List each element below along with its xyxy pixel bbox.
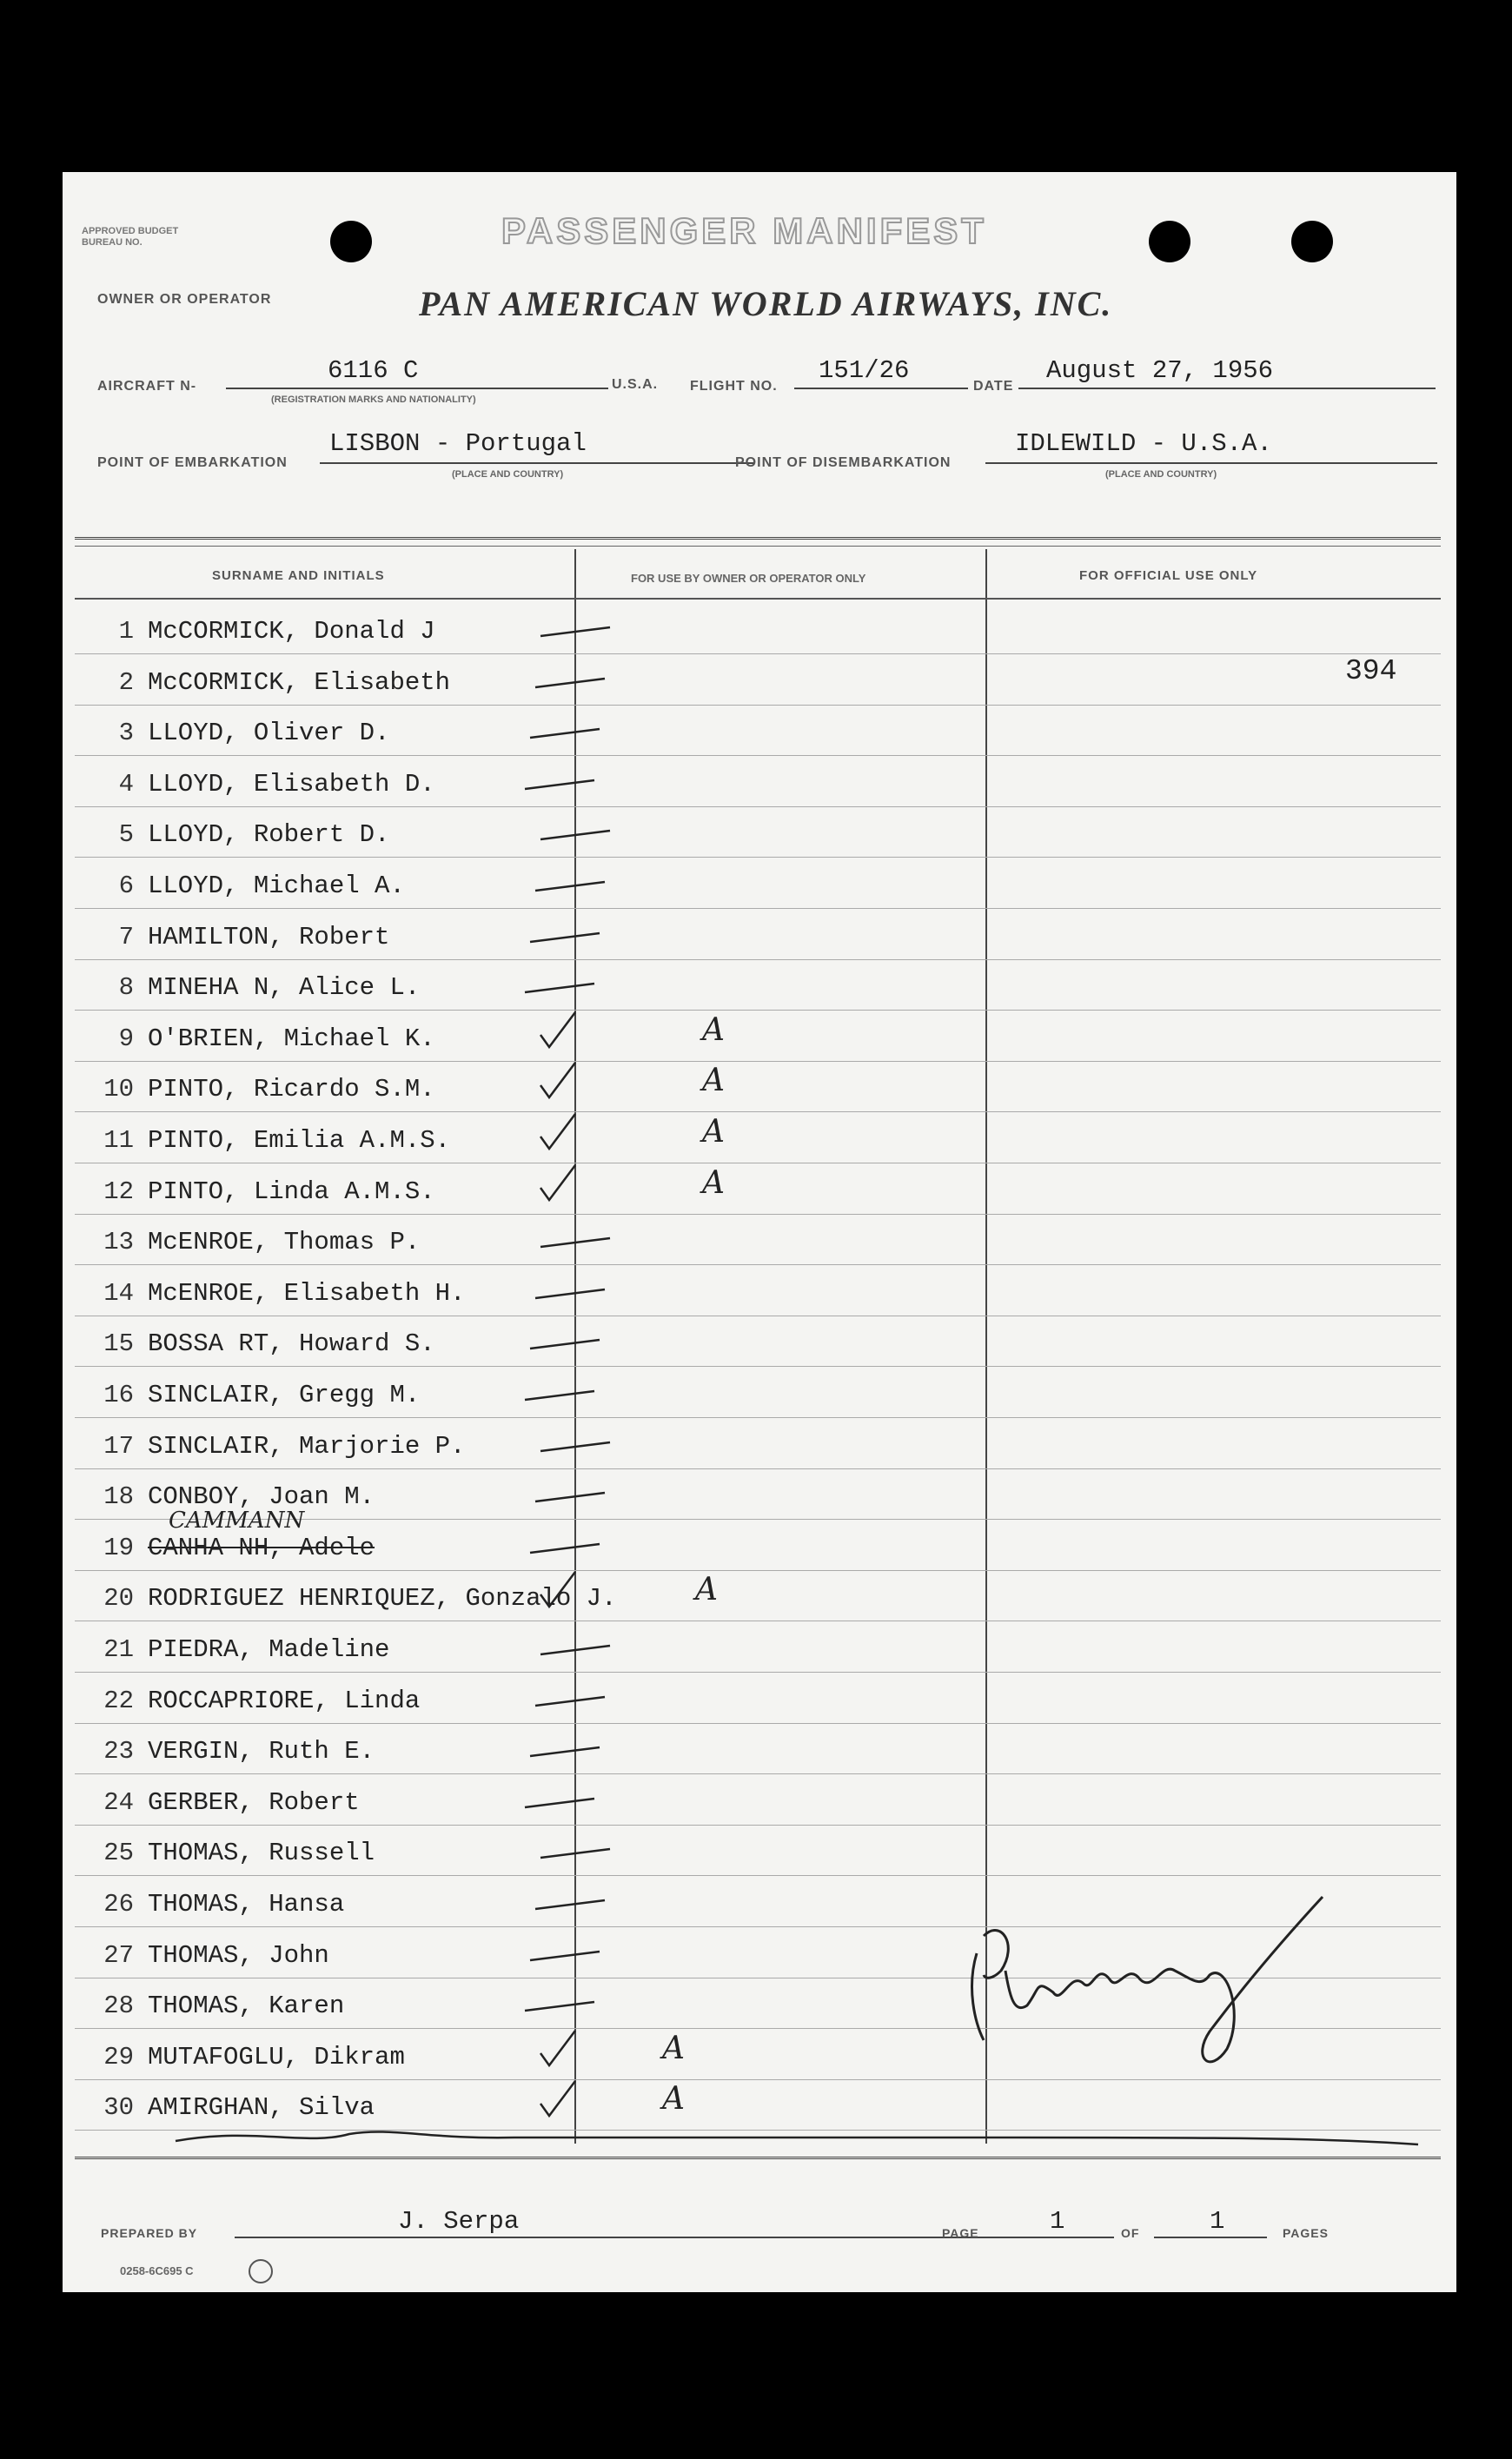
official-signature: [972, 1897, 1323, 2062]
row-number: 2: [118, 667, 134, 697]
passenger-name: MINEHA N, Alice L.: [148, 973, 421, 1003]
row-number: 27: [103, 1940, 134, 1970]
approval-stamp: APPROVED BUDGET BUREAU NO.: [82, 226, 179, 248]
operator-name: PAN AMERICAN WORLD AIRWAYS, INC.: [419, 284, 1113, 323]
closing-wavy-line: [176, 2132, 1418, 2144]
disembarkation-caption: (PLACE AND COUNTRY): [1105, 469, 1217, 480]
row-number: 14: [103, 1278, 134, 1308]
annotation-a: A: [662, 2030, 685, 2066]
annotation-a: A: [662, 2081, 685, 2118]
row-number: 9: [118, 1024, 134, 1053]
row-number: 23: [103, 1737, 134, 1766]
passenger-name: HAMILTON, Robert: [148, 922, 390, 951]
passenger-name: CONBOY, Joan M.: [148, 1482, 375, 1512]
passenger-name: McENROE, Thomas P.: [148, 1228, 421, 1257]
embarkation-caption: (PLACE AND COUNTRY): [452, 469, 564, 480]
prepared-value: J. Serpa: [398, 2207, 520, 2236]
embarkation-value: LISBON - Portugal: [329, 429, 587, 458]
passenger-name: McCORMICK, Donald J: [148, 617, 435, 646]
prepared-label: PREPARED BY: [101, 2226, 198, 2240]
passenger-name: GERBER, Robert: [148, 1787, 360, 1817]
row-number: 8: [118, 973, 134, 1003]
row-number: 21: [103, 1635, 134, 1664]
usa-label: U.S.A.: [612, 377, 659, 392]
row-number: 4: [118, 769, 134, 799]
aircraft-value: 6116 C: [328, 356, 419, 385]
row-number: 12: [103, 1176, 134, 1206]
date-value: August 27, 1956: [1046, 356, 1274, 385]
page-value: 1: [1050, 2207, 1065, 2236]
passenger-name: SINCLAIR, Marjorie P.: [148, 1431, 466, 1461]
passenger-name: SINCLAIR, Gregg M.: [148, 1381, 421, 1409]
passenger-name: THOMAS, Karen: [148, 1992, 345, 2021]
form-title: PASSENGER MANIFEST: [501, 210, 987, 251]
row-number: 5: [118, 820, 134, 850]
official-note: 394: [1345, 655, 1397, 687]
union-bug-icon: [249, 2259, 273, 2283]
disembarkation-label: POINT OF DISEMBARKATION: [735, 455, 952, 470]
row-number: 25: [103, 1839, 134, 1868]
manifest-page: [63, 172, 1456, 2292]
date-label: DATE: [973, 379, 1014, 394]
prepared-line: [235, 2237, 1001, 2238]
passenger-name: THOMAS, John: [148, 1940, 329, 1970]
row-number: 1: [118, 617, 134, 646]
annotation-a: A: [702, 1011, 725, 1048]
row-number: 6: [118, 872, 134, 900]
passenger-name: O'BRIEN, Michael K.: [148, 1024, 435, 1053]
passenger-name: THOMAS, Hansa: [148, 1890, 345, 1919]
of-value: 1: [1210, 2207, 1225, 2236]
flight-value: 151/26: [819, 356, 910, 385]
passenger-name: RODRIGUEZ HENRIQUEZ, Gonzalo J.: [148, 1584, 617, 1614]
passenger-name: PINTO, Ricardo S.M.: [148, 1075, 435, 1104]
owner-label: OWNER OR OPERATOR: [97, 292, 272, 307]
page-label: PAGE: [942, 2226, 979, 2240]
row-number: 28: [103, 1992, 134, 2021]
row-number: 19: [103, 1533, 134, 1562]
row-number: 10: [103, 1075, 134, 1104]
annotation-a: A: [702, 1114, 725, 1150]
passenger-name: LLOYD, Oliver D.: [148, 719, 390, 748]
name-correction: CAMMANN: [169, 1507, 305, 1534]
row-number: 16: [103, 1381, 134, 1409]
annotation-a: A: [695, 1572, 718, 1608]
annotation-a: A: [702, 1164, 725, 1201]
row-number: 11: [103, 1126, 134, 1155]
passenger-name: PINTO, Linda A.M.S.: [148, 1176, 435, 1206]
row-number: 17: [103, 1431, 134, 1461]
row-number: 13: [103, 1228, 134, 1257]
form-code: 0258-6C695 C: [120, 2264, 194, 2277]
aircraft-caption: (REGISTRATION MARKS AND NATIONALITY): [271, 394, 476, 405]
row-number: 29: [103, 2042, 134, 2071]
embarkation-label: POINT OF EMBARKATION: [97, 455, 288, 470]
passenger-name: McCORMICK, Elisabeth: [148, 667, 451, 697]
passenger-name: THOMAS, Russell: [148, 1839, 375, 1868]
passenger-name: LLOYD, Elisabeth D.: [148, 769, 435, 799]
passenger-name: McENROE, Elisabeth H.: [148, 1278, 466, 1308]
flight-label: FLIGHT NO.: [690, 379, 778, 394]
of-label: OF: [1121, 2226, 1140, 2240]
passenger-name: PINTO, Emilia A.M.S.: [148, 1126, 451, 1155]
annotation-a: A: [702, 1063, 725, 1099]
passenger-name: VERGIN, Ruth E.: [148, 1737, 375, 1766]
passenger-name: PIEDRA, Madeline: [148, 1635, 390, 1664]
table-bottom-border: [75, 2157, 1441, 2159]
col-surname-header: SURNAME AND INITIALS: [212, 568, 385, 583]
row-number: 15: [103, 1329, 134, 1359]
passenger-name: MUTAFOGLU, Dikram: [148, 2042, 405, 2071]
row-number: 7: [118, 922, 134, 951]
row-number: 24: [103, 1787, 134, 1817]
handwritten-marks: [63, 172, 1456, 2292]
row-number: 26: [103, 1890, 134, 1919]
aircraft-label: AIRCRAFT N-: [97, 379, 197, 394]
row-number: 20: [103, 1584, 134, 1614]
of-line: [1154, 2237, 1267, 2238]
passenger-name: LLOYD, Robert D.: [148, 820, 390, 850]
passenger-name: LLOYD, Michael A.: [148, 872, 405, 900]
passenger-name: ROCCAPRIORE, Linda: [148, 1686, 421, 1715]
row-number: 22: [103, 1686, 134, 1715]
row-number: 18: [103, 1482, 134, 1512]
page-line: [998, 2237, 1114, 2238]
passenger-name: AMIRGHAN, Silva: [148, 2093, 375, 2123]
row-number: 3: [118, 719, 134, 748]
passenger-name: CANHA NH, Adele: [148, 1533, 375, 1562]
row-number: 30: [103, 2093, 134, 2123]
disembarkation-value: IDLEWILD - U.S.A.: [1015, 429, 1272, 458]
col-operator-header: FOR USE BY OWNER OR OPERATOR ONLY: [631, 572, 866, 585]
passenger-name: BOSSA RT, Howard S.: [148, 1329, 435, 1359]
pages-label: PAGES: [1283, 2226, 1329, 2240]
col-official-header: FOR OFFICIAL USE ONLY: [1079, 568, 1258, 583]
